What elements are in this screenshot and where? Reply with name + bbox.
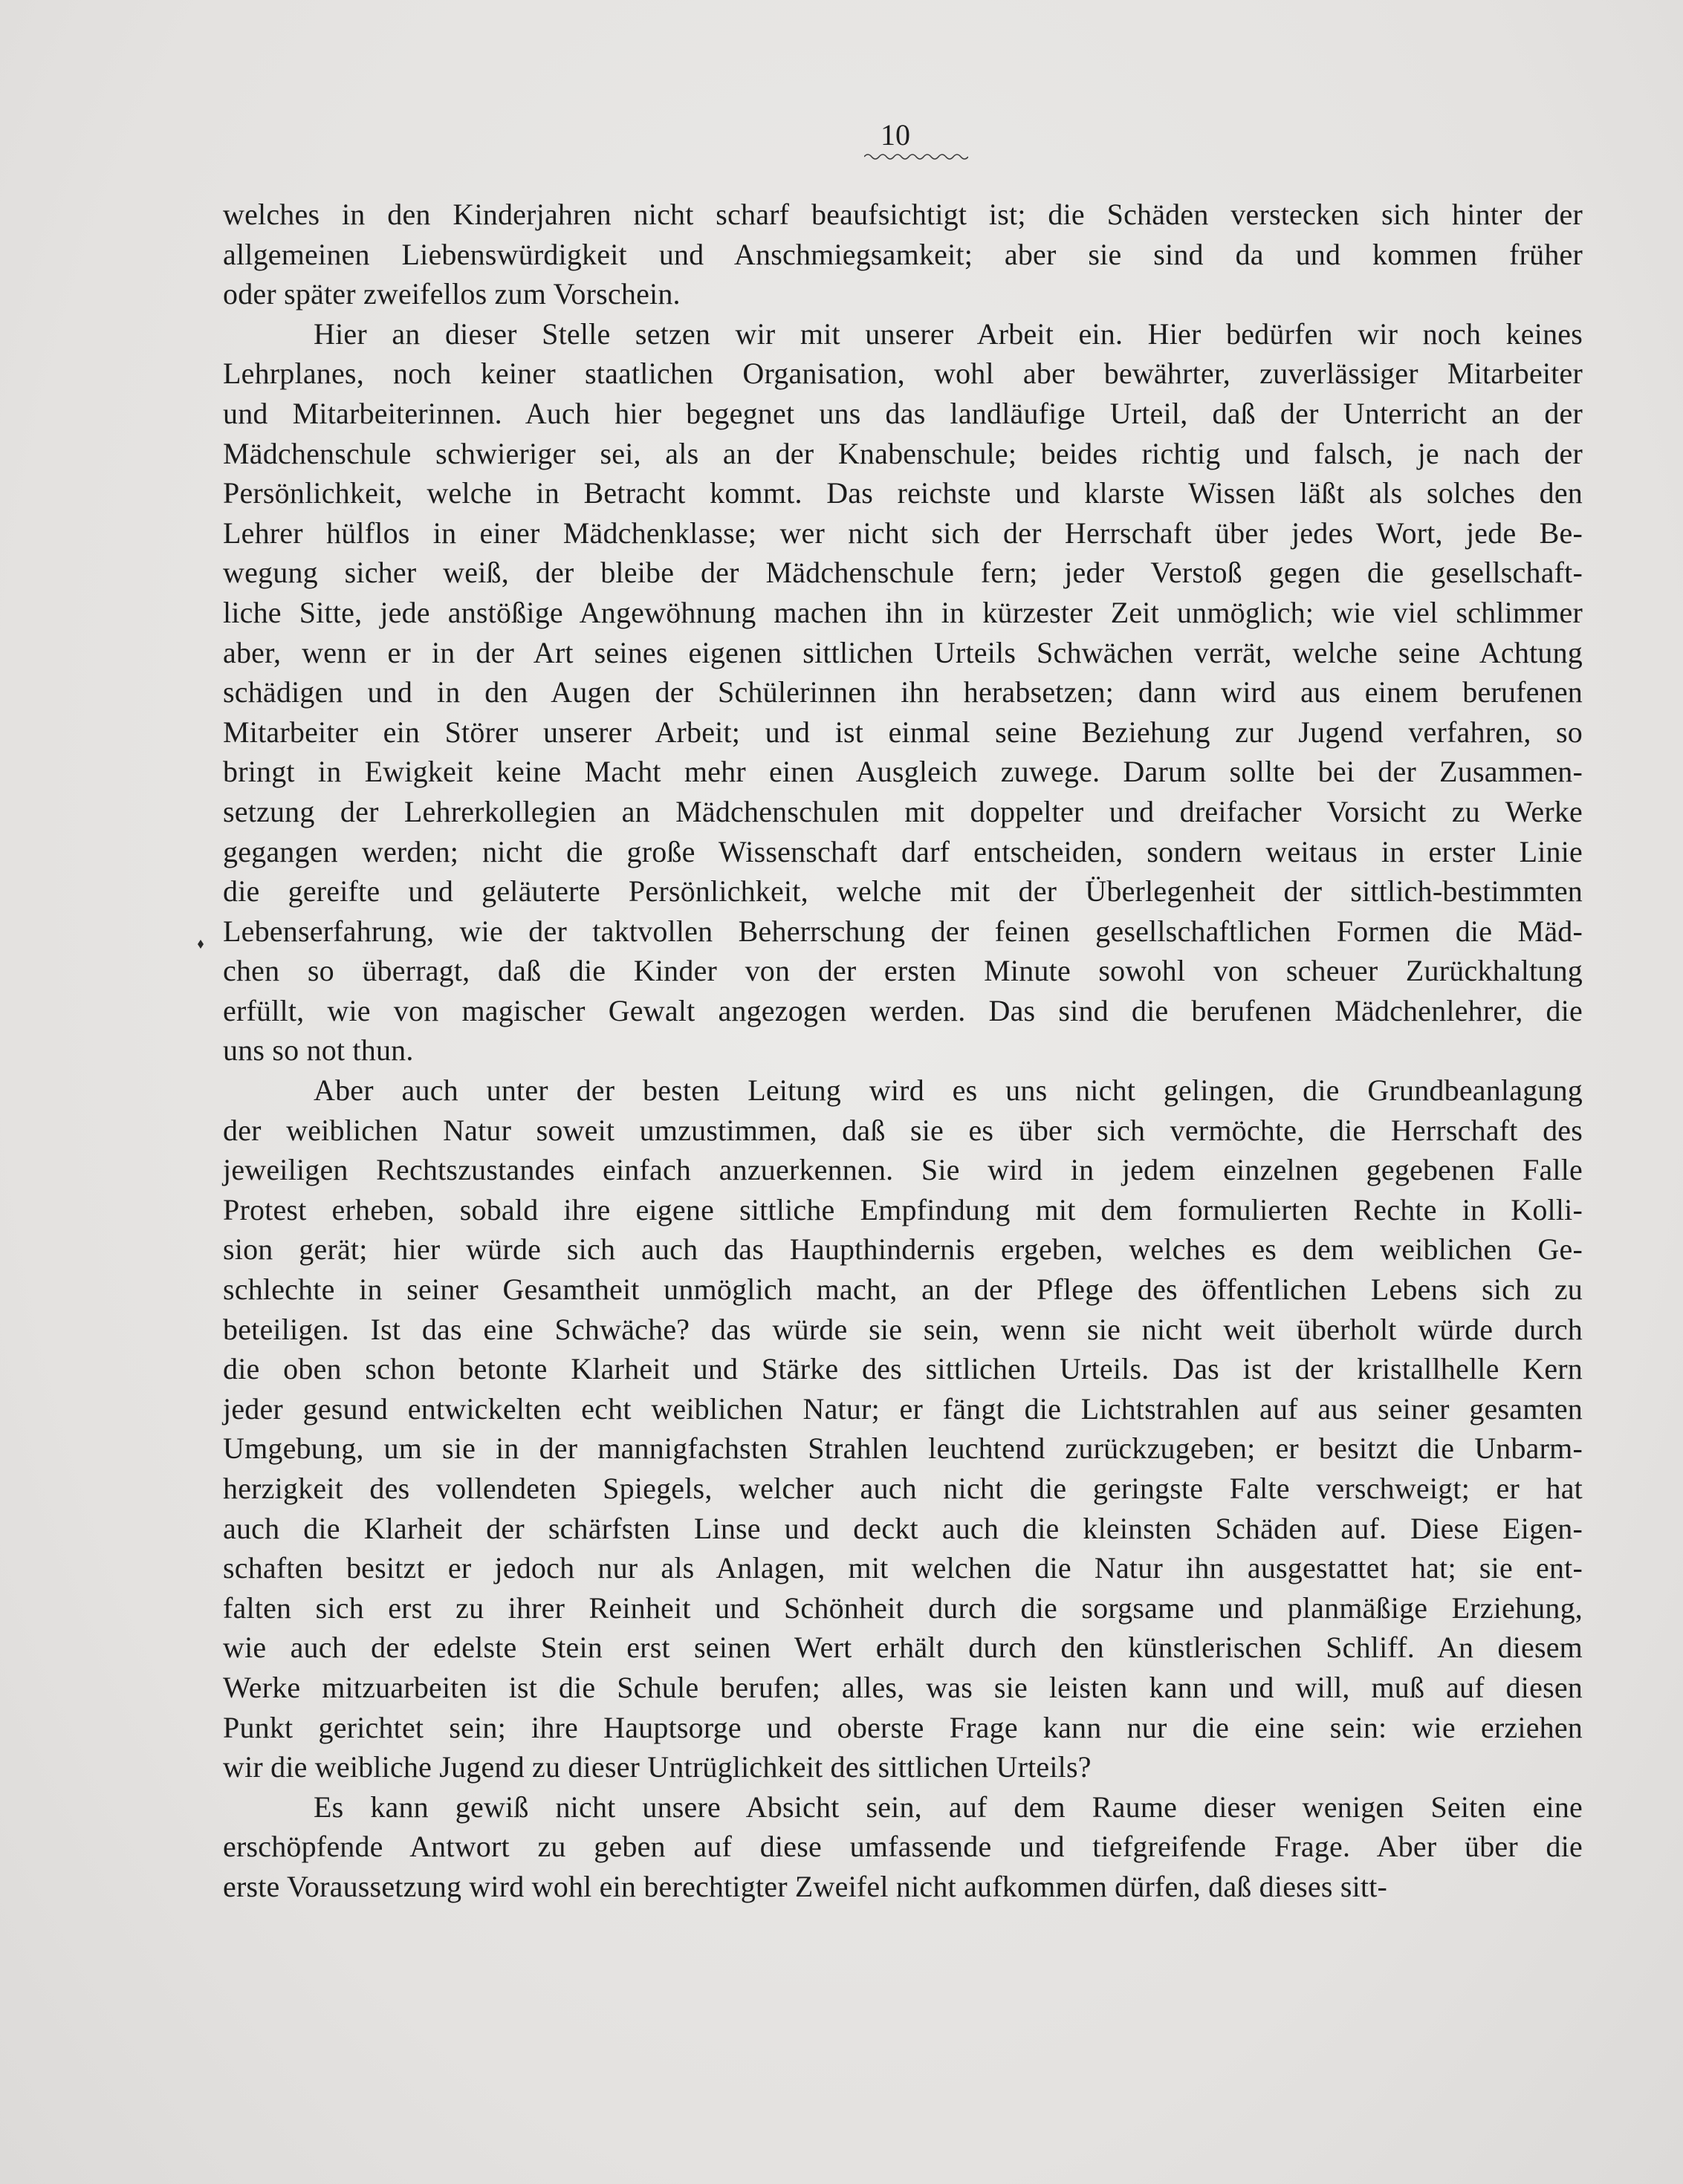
- text-line: die gereifte und geläuterte Persönlichkeit, welche mit der Überlegenheit der sittlich-bestimmten: [223, 874, 1583, 909]
- text-line: herzigkeit des vollendeten Spiegels, welcher auch nicht die geringste Falte verschweigt; er hat: [223, 1472, 1583, 1505]
- text-line: liche Sitte, jede anstößige Angewöhnung machen ihn in kürzester Zeit unmöglich; wie viel schlimmer: [223, 595, 1583, 629]
- text-line: falten sich erst zu ihrer Reinheit und Schönheit durch die sorgsame und planmäßige Erziehung,: [223, 1590, 1583, 1625]
- text-line: erschöpfende Antwort zu geben auf diese umfassende und tiefgreifende Frage. Aber über die: [223, 1830, 1583, 1864]
- text-line: Punkt gerichtet sein; ihre Hauptsorge und oberste Frage kann nur die eine sein: wie erziehen: [223, 1710, 1583, 1744]
- text-line: wir die weibliche Jugend zu dieser Untrüglichkeit des sittlichen Urteils?: [223, 1750, 1092, 1784]
- text-line: Umgebung, um sie in der mannigfachsten Strahlen leuchtend zurückzugeben; er besitzt die Unbarm-: [223, 1431, 1583, 1466]
- body-text: [223, 195, 1583, 1907]
- text-line: chen so überragt, daß die Kinder von der ersten Minute sowohl von scheuer Zurückhaltung: [223, 954, 1583, 988]
- text-line: jeder gesund entwickelten echt weiblichen Natur; er fängt die Lichtstrahlen auf aus seiner gesamten: [223, 1391, 1583, 1426]
- text-line: erste Voraussetzung wird wohl ein berechtigter Zweifel nicht aufkommen dürfen, daß dieses sitt-: [223, 1869, 1388, 1903]
- text-line: wegung sicher weiß, der bleibe der Mädchenschule fern; jeder Verstoß gegen die gesellschaft-: [223, 556, 1583, 590]
- text-line: Mitarbeiter ein Störer unserer Arbeit; und ist einmal seine Beziehung zur Jugend verfahren, so: [223, 715, 1583, 749]
- text-line: auch die Klarheit der schärfsten Linse und deckt auch die kleinsten Schäden auf. Diese Eigen-: [223, 1511, 1583, 1545]
- paragraph: [223, 1070, 1583, 1787]
- text-line: die oben schon betonte Klarheit und Stärke des sittlichen Urteils. Das ist der kristallhelle Kern: [223, 1352, 1583, 1386]
- text-line: bringt in Ewigkeit keine Macht mehr einen Ausgleich zuwege. Darum sollte bei der Zusammen-: [223, 755, 1583, 789]
- text-line: schlechte in seiner Gesamtheit unmöglich macht, an der Pflege des öffentlichen Lebens sich zu: [223, 1273, 1583, 1307]
- text-line: Aber auch unter der besten Leitung wird es uns nicht gelingen, die Grundbeanlagung: [314, 1073, 1583, 1108]
- text-line: Werke mitzuarbeiten ist die Schule berufen; alles, was sie leisten kann und will, muß auf diesen: [223, 1670, 1583, 1704]
- paragraph: [223, 195, 1583, 314]
- decorative-wave-rule: [864, 152, 968, 161]
- text-line: und Mitarbeiterinnen. Auch hier begegnet uns das landläufige Urteil, daß der Unterricht an der: [223, 396, 1583, 430]
- paragraph: [223, 314, 1583, 1070]
- text-line: Mädchenschule schwieriger sei, als an der Knabenschule; beides richtig und falsch, je nach der: [223, 436, 1583, 470]
- text-line: Hier an dieser Stelle setzen wir mit unserer Arbeit ein. Hier bedürfen wir noch keines: [314, 316, 1583, 351]
- page-number: 10: [881, 118, 910, 152]
- paragraph: [223, 1787, 1583, 1907]
- text-line: uns so not thun.: [223, 1033, 414, 1067]
- text-line: der weiblichen Natur soweit umzustimmen, daß sie es über sich vermöchte, die Herrschaft des: [223, 1113, 1583, 1147]
- text-line: gegangen werden; nicht die große Wissenschaft darf entscheiden, sondern weitaus in erster Linie: [223, 834, 1583, 868]
- text-line: aber, wenn er in der Art seines eigenen sittlichen Urteils Schwächen verrät, welche seine Achtung: [223, 635, 1583, 669]
- text-line: schaften besitzt er jedoch nur als Anlagen, mit welchen die Natur ihn ausgestattet hat; sie ent-: [223, 1551, 1583, 1585]
- text-line: Es kann gewiß nicht unsere Absicht sein, auf dem Raume dieser wenigen Seiten eine: [314, 1790, 1583, 1824]
- text-line: Lebenserfahrung, wie der taktvollen Beherrschung der feinen gesellschaftlichen Formen die Mäd-: [223, 914, 1583, 948]
- text-line: Lehrer hülflos in einer Mädchenklasse; wer nicht sich der Herrschaft über jedes Wort, jede Be-: [223, 516, 1583, 550]
- text-line: Lehrplanes, noch keiner staatlichen Organisation, wohl aber bewährter, zuverlässiger Mitarbeiter: [223, 357, 1583, 391]
- text-line: sion gerät; hier würde sich auch das Haupthindernis ergeben, welches es dem weiblichen Ge-: [223, 1232, 1583, 1267]
- text-line: Protest erheben, sobald ihre eigene sittliche Empfindung mit dem formulierten Rechte in Kolli-: [223, 1192, 1583, 1226]
- text-line: oder später zweifellos zum Vorschein.: [223, 277, 681, 311]
- margin-mark: [198, 940, 204, 949]
- text-line: jeweiligen Rechtszustandes einfach anzuerkennen. Sie wird in jedem einzelnen gegebenen Falle: [223, 1153, 1583, 1187]
- text-line: wie auch der edelste Stein erst seinen Wert erhält durch den künstlerischen Schliff. An diesem: [223, 1631, 1583, 1665]
- text-line: Persönlichkeit, welche in Betracht kommt. Das reichste und klarste Wissen läßt als solches den: [223, 476, 1583, 510]
- text-line: beteiligen. Ist das eine Schwäche? das würde sie sein, wenn sie nicht weit überholt würde durch: [223, 1312, 1583, 1346]
- text-line: welches in den Kinderjahren nicht scharf beaufsichtigt ist; die Schäden verstecken sich hinter der: [223, 198, 1583, 231]
- text-line: erfüllt, wie von magischer Gewalt angezogen werden. Das sind die berufenen Mädchenlehrer, die: [223, 993, 1583, 1027]
- text-line: setzung der Lehrerkollegien an Mädchenschulen mit doppelter und dreifacher Vorsicht zu Werke: [223, 794, 1583, 828]
- text-line: allgemeinen Liebenswürdigkeit und Anschmiegsamkeit; aber sie sind da und kommen früher: [223, 237, 1583, 271]
- text-line: schädigen und in den Augen der Schülerinnen ihn herabsetzen; dann wird aus einem berufenen: [223, 675, 1583, 709]
